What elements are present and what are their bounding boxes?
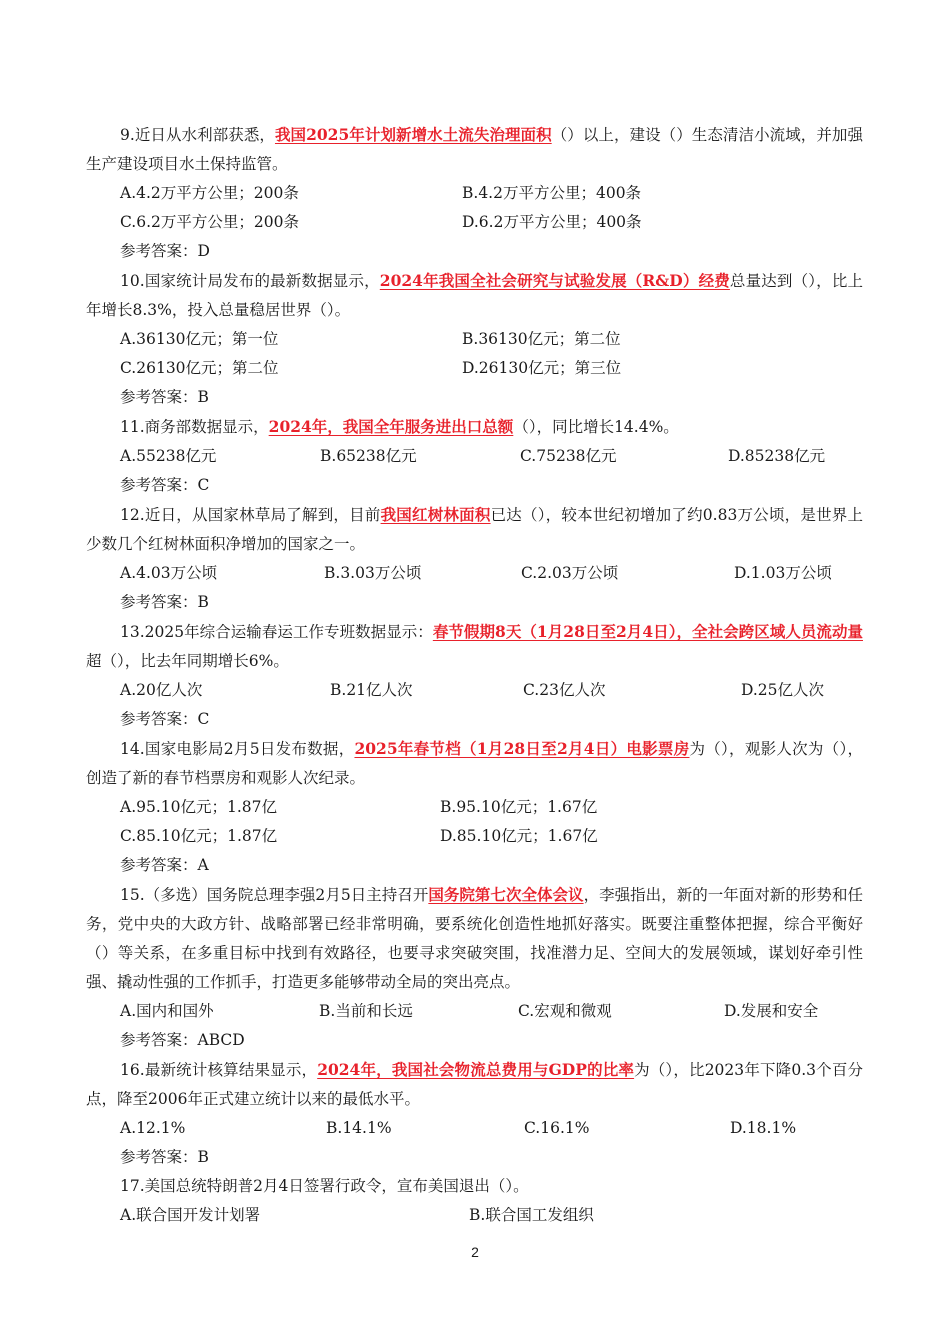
question-9: [86, 120, 863, 179]
option-a: A.36130亿元；第一位: [120, 330, 279, 348]
option-d: D.6.2万平方公里；400条: [462, 213, 642, 231]
question-10: [86, 266, 863, 325]
question-15-text: 15.（多选）国务院总理李强2月5日主持召开: [120, 886, 429, 904]
option-b: B.4.2万平方公里；400条: [462, 184, 642, 202]
question-12-options: [86, 559, 863, 588]
question-12: [86, 500, 863, 559]
option-a: A.4.03万公顷: [120, 564, 218, 582]
option-d: D.18.1%: [730, 1119, 797, 1137]
question-10-options-row-2: [86, 354, 863, 383]
option-c: C.宏观和微观: [518, 1002, 612, 1020]
question-16-text-rest: 为（），比2023年下降0.3个百分点，降至2006年正式建立统计以来的最低水平。: [86, 1061, 863, 1108]
question-13: [86, 617, 863, 676]
option-c: C.2.03万公顷: [521, 564, 619, 582]
option-d: D.1.03万公顷: [734, 564, 832, 582]
question-14-options-row-1: [86, 793, 863, 822]
question-13-options: [86, 676, 863, 705]
option-d: D.发展和安全: [724, 1002, 819, 1020]
question-10-highlight: 2024年我国全社会研究与试验发展（R&D）经费: [379, 271, 730, 290]
question-16-text: 16.最新统计核算结果显示，: [120, 1061, 318, 1079]
option-a: A.95.10亿元；1.87亿: [120, 798, 278, 816]
question-14-options-row-2: [86, 822, 863, 851]
question-14: [86, 734, 863, 793]
option-b: B.当前和长远: [319, 1002, 413, 1020]
question-12-highlight: 我国红树林面积: [380, 505, 491, 524]
question-14-highlight: 2025年春节档（1月28日至2月4日）电影票房: [354, 739, 690, 758]
option-a: A.12.1%: [120, 1119, 186, 1137]
question-10-text-rest: 总量达到（），比上年增长8.3%，投入总量稳居世界（）。: [86, 272, 863, 319]
option-b: B.36130亿元；第二位: [462, 330, 621, 348]
option-a: A.20亿人次: [120, 681, 203, 699]
option-b: B.14.1%: [326, 1119, 392, 1137]
question-13-highlight: 春节假期8天（1月28日至2月4日），全社会跨区域人员流动量: [432, 622, 863, 641]
option-c: C.85.10亿元；1.87亿: [120, 827, 278, 845]
question-15-highlight: 国务院第七次全体会议: [428, 885, 584, 904]
question-13-text: 13.2025年综合运输春运工作专班数据显示：: [120, 623, 433, 641]
question-9-answer: 参考答案：D: [120, 242, 210, 260]
option-c: C.16.1%: [524, 1119, 590, 1137]
option-c: C.75238亿元: [520, 447, 617, 465]
question-11-answer: 参考答案：C: [120, 476, 210, 494]
option-a: A.55238亿元: [120, 447, 217, 465]
question-10-text: 10.国家统计局发布的最新数据显示，: [120, 272, 380, 290]
question-12-text-rest: 已达（），较本世纪初增加了约0.83万公顷，是世界上少数几个红树林面积净增加的国家之一。: [86, 506, 864, 553]
question-10-options-row-1: [86, 325, 863, 354]
question-list: [86, 120, 863, 1230]
option-d: D.25亿人次: [741, 681, 825, 699]
question-9-highlight: 我国2025年计划新增水土流失治理面积: [274, 125, 552, 144]
option-b: B.95.10亿元；1.67亿: [440, 798, 598, 816]
question-14-text: 14.国家电影局2月5日发布数据，: [120, 740, 355, 758]
question-16: [86, 1055, 863, 1114]
question-15-text-rest: ，李强指出，新的一年面对新的形势和任务，党中央的大政方针、战略部署已经非常明确，要系统化创造性地抓好落实。既要注重整体把握，综合平衡好（）等关系，在多重目标中找到有效路径，也要寻求突破突围，找准潜力足、空间大的发展领域，谋划好牵引性强、撬动性强的工作抓手，打造更多能够带动全局的突出亮点。: [86, 886, 863, 991]
question-15-answer: 参考答案：ABCD: [120, 1031, 245, 1049]
option-b: B.联合国工发组织: [469, 1206, 594, 1224]
question-17: 17.美国总统特朗普2月4日签署行政令，宣布美国退出（）。: [120, 1177, 529, 1195]
question-9-text-rest: （）以上，建设（）生态清洁小流域，并加强生产建设项目水土保持监管。: [86, 126, 863, 173]
question-11-options: [86, 442, 863, 471]
option-d: D.85238亿元: [728, 447, 826, 465]
option-d: D.26130亿元；第三位: [462, 359, 622, 377]
option-c: C.6.2万平方公里；200条: [120, 213, 299, 231]
question-9-options-row-1: [86, 179, 863, 208]
option-a: A.联合国开发计划署: [120, 1206, 261, 1224]
question-14-answer: 参考答案：A: [120, 856, 209, 874]
option-c: C.23亿人次: [523, 681, 606, 699]
option-d: D.85.10亿元；1.67亿: [440, 827, 598, 845]
question-16-answer: 参考答案：B: [120, 1148, 209, 1166]
question-16-options: [86, 1114, 863, 1143]
option-b: B.65238亿元: [320, 447, 417, 465]
option-b: B.21亿人次: [330, 681, 413, 699]
question-15: [86, 880, 863, 997]
question-11-text-rest: （），同比增长14.4%。: [513, 418, 679, 436]
question-11-highlight: 2024年，我国全年服务进出口总额: [268, 417, 514, 436]
question-16-highlight: 2024年，我国社会物流总费用与GDP的比率: [317, 1060, 635, 1079]
option-c: C.26130亿元；第二位: [120, 359, 279, 377]
question-13-answer: 参考答案：C: [120, 710, 210, 728]
question-12-answer: 参考答案：B: [120, 593, 209, 611]
question-11: [86, 412, 863, 442]
question-11-text: 11.商务部数据显示，: [120, 418, 269, 436]
question-14-text-rest: 为（），观影人次为（），创造了新的春节档票房和观影人次纪录。: [86, 740, 863, 787]
question-17-options: [86, 1201, 863, 1230]
question-15-options: [86, 997, 863, 1026]
question-10-answer: 参考答案：B: [120, 388, 209, 406]
page-number: 2: [471, 1244, 479, 1260]
question-12-text: 12.近日，从国家林草局了解到，目前: [120, 506, 381, 524]
question-13-text-rest: 超（），比去年同期增长6%。: [86, 652, 289, 670]
option-a: A.国内和国外: [120, 1002, 214, 1020]
option-a: A.4.2万平方公里；200条: [120, 184, 299, 202]
question-9-options-row-2: [86, 208, 863, 237]
option-b: B.3.03万公顷: [324, 564, 422, 582]
question-9-text: 9.近日从水利部获悉，: [120, 126, 275, 144]
